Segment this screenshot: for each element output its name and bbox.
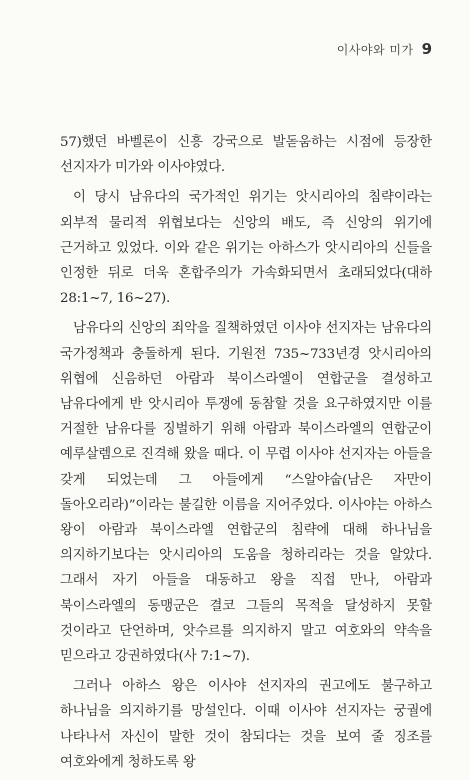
- paragraph-continuation: 57)했던 바벨론이 신흥 강국으로 발돋움하는 시점에 등장한 선지자가 미가와 이사야였다.: [60, 135, 432, 176]
- paragraph: 남유다의 신앙의 죄악을 질책하였던 이사야 선지자는 남유다의 국가정책과 충돌하게 된다. 기원전 735~733년경 앗시리아의 위협에 신음하던 아람과 북이스라엘이 연합군을 결성하고 남유다에게 반 앗시리아 투쟁에 동참할 것을 요구하였지만 이를 거절한 남유다를 징벌하기 위해 아람과 북이스라엘의 연합군이 예루살렘으로 진격해 왔을 때다. 이 무렵 이사야 선지자는 아들을 갖게 되었는데 그 아들에게 “스알야숩(남은 자만이 돌아오리라)”이라는 불길한 이름을 지어주었다. 이사야는 아하스 왕이 아람과 북이스라엘 연합군의 침략에 대해 하나님을 의지하기보다는 앗시리아의 도움을 청하리라는 것을 알았다. 그래서 자기 아들을 대동하고 왕을 직접 만나, 아람과 북이스라엘의 동맹군은 결코 그들의 목적을 달성하지 못할 것이라고 단언하며, 앗수르를 의지하지 말고 여호와의 약속을 믿으라고 강권하였다(사 7:1~7).: [60, 321, 432, 665]
- book-title: 이사야와 미가: [336, 43, 414, 57]
- body-text: [60, 130, 432, 780]
- paragraph: 이 당시 남유다의 국가적인 위기는 앗시리아의 침략이라는 외부적 물리적 위협보다는 신앙의 배도, 즉 신앙의 위기에 근거하고 있었다. 이와 같은 위기는 아하스가 앗시리아의 신들을 인정한 뒤로 더욱 혼합주의가 가속화되면서 초래되었다(대하 28:1~7, 16~27).: [60, 190, 432, 307]
- paragraph: 그러나 아하스 왕은 이사야 선지자의 권고에도 불구하고 하나님을 의지하기를 망설인다. 이때 이사야 선지자는 궁궐에 나타나서 자신이 말한 것이 참되다는 것을 보여 줄 징조를 여호와에게 청하도록 왕: [60, 679, 432, 770]
- running-header: [337, 40, 432, 58]
- page-number: 9: [421, 40, 432, 58]
